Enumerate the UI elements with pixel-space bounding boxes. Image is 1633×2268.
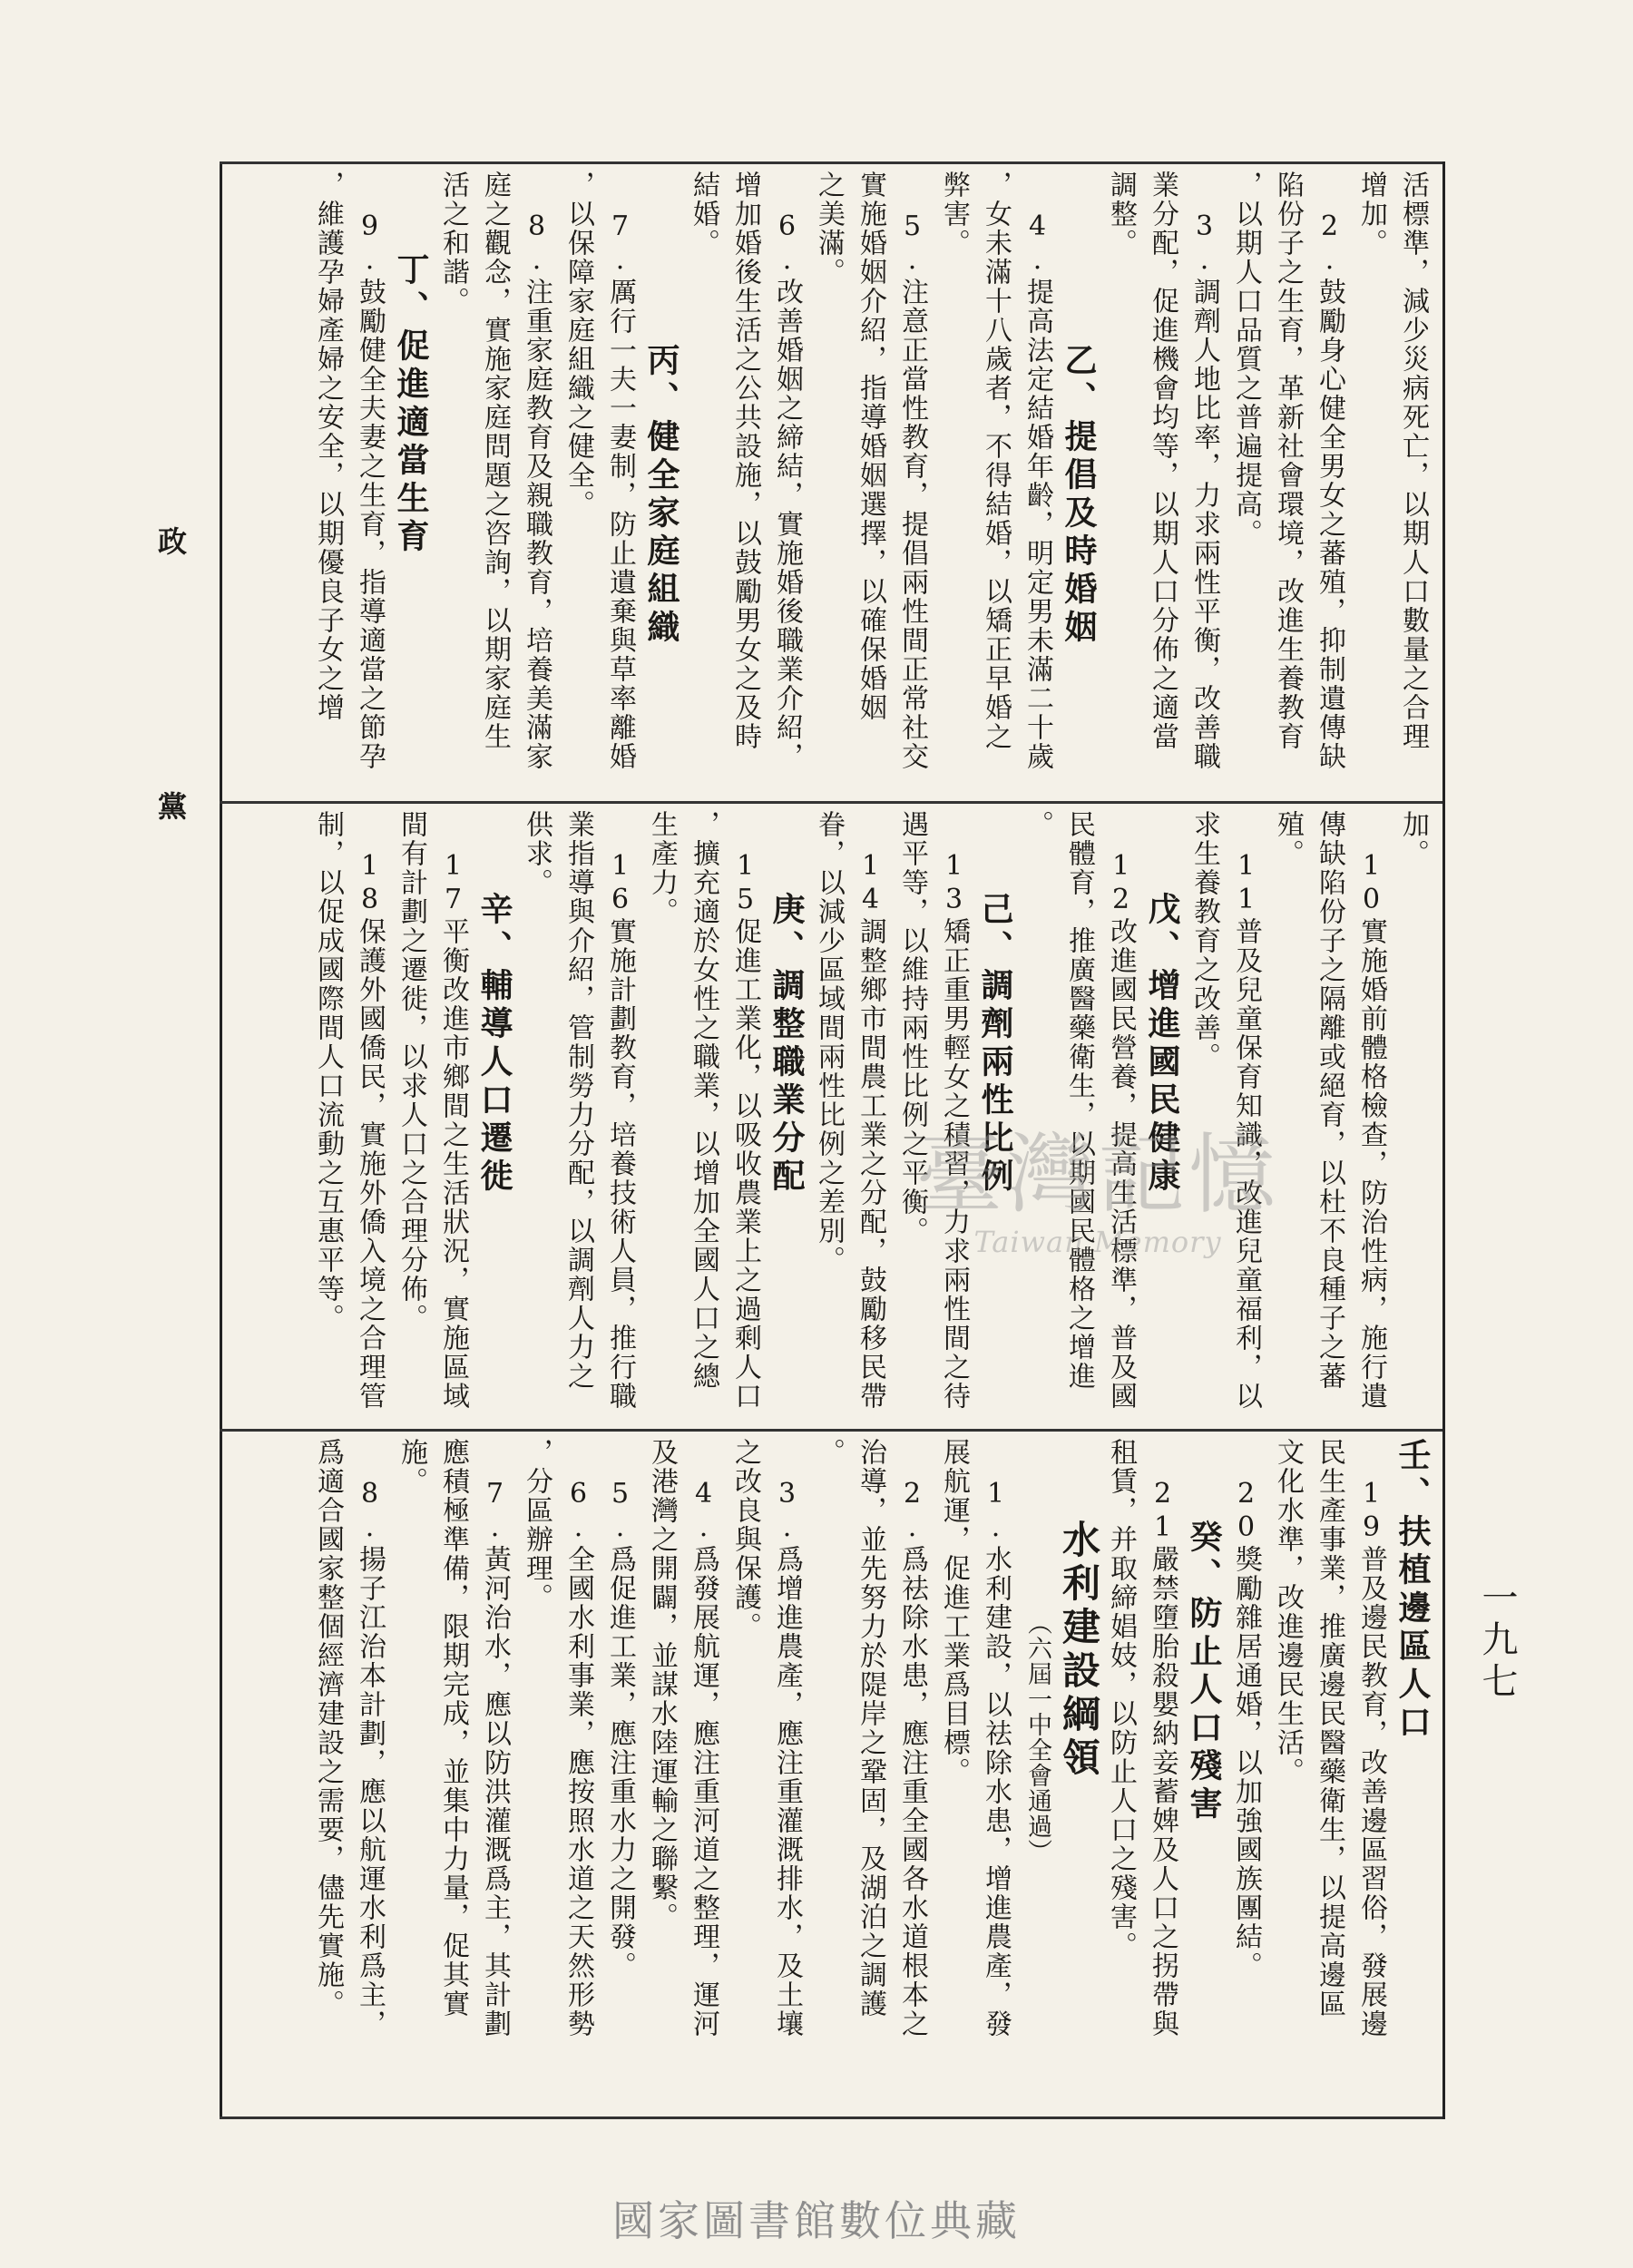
text-line: 施。	[396, 1438, 427, 1496]
watermark-chinese: 臺灣記憶	[916, 1124, 1279, 1226]
text-line: 3.爲增進農產，應注重灌溉排水，及土壤	[771, 1478, 803, 2038]
text-line: ，維護孕婦產婦之安全，以期優良子女之增	[312, 171, 344, 722]
text-line: 2.鼓勵身心健全男女之蕃殖，抑制遺傳缺	[1314, 210, 1345, 771]
text-line: ，分區辦理。	[521, 1438, 552, 1612]
text-line: 8.注重家庭教育及親職教育，培養美滿家	[521, 210, 552, 771]
text-line: 17平衡改進市鄉間之生活狀況，實施區域	[437, 850, 469, 1411]
text-line: 民體育，推廣醫藥衛生，以期國民體格之增進	[1063, 810, 1095, 1391]
document-subtitle: （六屆一中全會通過）	[1023, 1610, 1051, 1864]
band-divider-2	[220, 1429, 1442, 1432]
text-line: 6.改善婚姻之締結，實施婚後職業介紹，	[771, 210, 803, 771]
bottom-rule	[220, 2116, 1442, 2119]
text-line: 5.注意正當性教育，提倡兩性間正常社交	[896, 210, 928, 771]
text-line: 10實施婚前體格檢查，防治性病，施行遺	[1355, 850, 1387, 1411]
text-line: 殖。	[1272, 810, 1304, 868]
text-line: 應積極準備，限期完成，並集中力量，促其實	[437, 1438, 469, 2019]
section-heading-ding: 丁、促進適當生育	[392, 252, 430, 557]
text-line: 租賃，并取締娼妓，以防止人口之殘害。	[1105, 1438, 1137, 1960]
text-line: 12改進國民營養，提高生活標準，普及國	[1105, 850, 1137, 1411]
text-line: ，女未滿十八歲者，不得結婚，以矯正早婚之	[980, 171, 1012, 751]
text-line: 業分配，促進機會均等，以期人口分佈之適當	[1147, 171, 1178, 751]
text-line: 之美滿。	[813, 171, 845, 287]
text-line: 6.全國水利事業，應按照水道之天然形勢	[562, 1478, 594, 2038]
text-line: 活之和諧。	[437, 171, 469, 316]
section-heading-gui: 癸、防止人口殘害	[1185, 1520, 1223, 1824]
text-band-bottom	[227, 1438, 1433, 2111]
text-band-top	[227, 171, 1433, 795]
text-line: 加。	[1397, 810, 1429, 868]
section-heading-ji: 己、調劑兩性比例	[976, 892, 1014, 1197]
text-line: 15促進工業化，以吸收農業上之過剩人口	[729, 850, 761, 1411]
text-line: 增加婚後生活之公共設施，以鼓勵男女之及時	[729, 171, 761, 751]
taiwan-memory-watermark	[907, 1125, 1288, 1288]
text-line: 。	[813, 1438, 845, 1467]
text-line: 20獎勵雜居通婚，以加強國族團結。	[1230, 1478, 1262, 1980]
text-line: 3.調劑人地比率，力求兩性平衡，改善職	[1188, 210, 1220, 771]
top-rule	[220, 161, 1442, 164]
text-line: 傳缺陷份子之隔離或絕育，以杜不良種子之蕃	[1314, 810, 1345, 1391]
text-line: 眷，以減少區域間兩性比例之差別。	[813, 810, 845, 1275]
text-line: 16實施計劃教育，培養技術人員，推行職	[604, 850, 636, 1411]
text-line: 及港灣之開闢，並謀水陸運輸之聯繫。	[646, 1438, 678, 1931]
watermark-english: Taiwan Memory	[973, 1225, 1222, 1259]
text-line: 4.提高法定結婚年齡，明定男未滿二十歲	[1022, 210, 1053, 771]
text-line: 5.爲促進工業，應注重水力之開發。	[604, 1478, 636, 1980]
text-line: 業指導與介紹，管制勞力分配，以調劑人力之	[562, 810, 594, 1391]
text-line: 7.黃河治水，應以防洪灌溉爲主，其計劃	[479, 1478, 511, 2038]
text-line: 實施婚姻介紹，指導婚姻選擇，以確保婚姻	[855, 171, 886, 722]
text-line: 8.揚子江治本計劃，應以航運水利爲主，	[354, 1478, 386, 2038]
section-heading-wu: 戊、增進國民健康	[1143, 892, 1181, 1197]
section-heading-yi: 乙、提倡及時婚姻	[1060, 343, 1098, 648]
text-line: 1.水利建設，以祛除水患，增進農產，發	[980, 1478, 1012, 2038]
text-line: 庭之觀念，實施家庭問題之咨詢，以期家庭生	[479, 171, 511, 751]
text-line: 民生產事業，推廣邊民醫藥衛生，以提高邊區	[1314, 1438, 1345, 2019]
text-line: 11普及兒童保育知識，改進兒童福利，以	[1230, 850, 1262, 1411]
text-line: 供求。	[521, 810, 552, 897]
text-line: 陷份子之生育，革新社會環境，改進生養教育	[1272, 171, 1304, 751]
text-line: 7.厲行一夫一妻制，防止遺棄與草率離婚	[604, 210, 636, 771]
text-line: 制，以促成國際間人口流動之互惠平等。	[312, 810, 344, 1333]
section-heading-geng: 庚、調整職業分配	[768, 892, 806, 1197]
text-line: 19普及邊民教育，改善邊區習俗，發展邊	[1355, 1478, 1387, 2038]
text-line: 4.爲發展航運，應注重河道之整理，運河	[688, 1478, 719, 2038]
text-line: 治導，並先努力於隄岸之鞏固，及湖泊之調護	[855, 1438, 886, 2019]
text-line: 之改良與保護。	[729, 1438, 761, 1641]
text-line: 21嚴禁墮胎殺嬰納妾蓄婢及人口之拐帶與	[1147, 1478, 1178, 2038]
page-number: 一九七	[1476, 1579, 1518, 1704]
text-line: 弊害。	[938, 171, 970, 258]
text-line: 間有計劃之遷徙，以求人口之合理分佈。	[396, 810, 427, 1333]
text-line: 求生養教育之改善。	[1188, 810, 1220, 1071]
running-header: 政黨	[153, 526, 188, 1056]
text-line: 調整。	[1105, 171, 1137, 258]
document-title: 水利建設綱領	[1057, 1520, 1101, 1781]
text-line: 9.鼓勵健全夫妻之生育，指導適當之節孕	[354, 210, 386, 771]
footer-credit: 國家圖書館數位典藏	[612, 2196, 1021, 2245]
section-heading-ren: 壬、扶植邊區人口	[1393, 1438, 1432, 1743]
text-line: 增加。	[1355, 171, 1387, 258]
text-line: 18保護外國僑民，實施外僑入境之合理管	[354, 850, 386, 1411]
text-line: 展航運，促進工業爲目標。	[938, 1438, 970, 1786]
text-line: ，以保障家庭組織之健全。	[562, 171, 594, 519]
text-line: 爲適合國家整個經濟建設之需要，儘先實施。	[312, 1438, 344, 2019]
text-line: 13矯正重男輕女之積習，力求兩性間之待	[938, 850, 970, 1411]
section-heading-xin: 辛、輔導人口遷徙	[475, 892, 513, 1197]
text-line: ，以期人口品質之普遍提高。	[1230, 171, 1262, 548]
text-band-middle	[227, 810, 1433, 1422]
band-divider-1	[220, 801, 1442, 804]
text-line: 。	[1022, 810, 1053, 839]
text-line: 14調整鄉市間農工業之分配，鼓勵移民帶	[855, 850, 886, 1411]
text-line: 遇平等，以維持兩性比例之平衡。	[896, 810, 928, 1246]
text-line: 生產力。	[646, 810, 678, 926]
text-line: 2.爲祛除水患，應注重全國各水道根本之	[896, 1478, 928, 2038]
text-line: ，擴充適於女性之職業，以增加全國人口之總	[688, 810, 719, 1391]
section-heading-bing: 丙、健全家庭組織	[642, 343, 680, 648]
text-line: 文化水準，改進邊民生活。	[1272, 1438, 1304, 1786]
text-line: 活標準，減少災病死亡，以期人口數量之合理	[1397, 171, 1429, 751]
text-line: 結婚。	[688, 171, 719, 258]
